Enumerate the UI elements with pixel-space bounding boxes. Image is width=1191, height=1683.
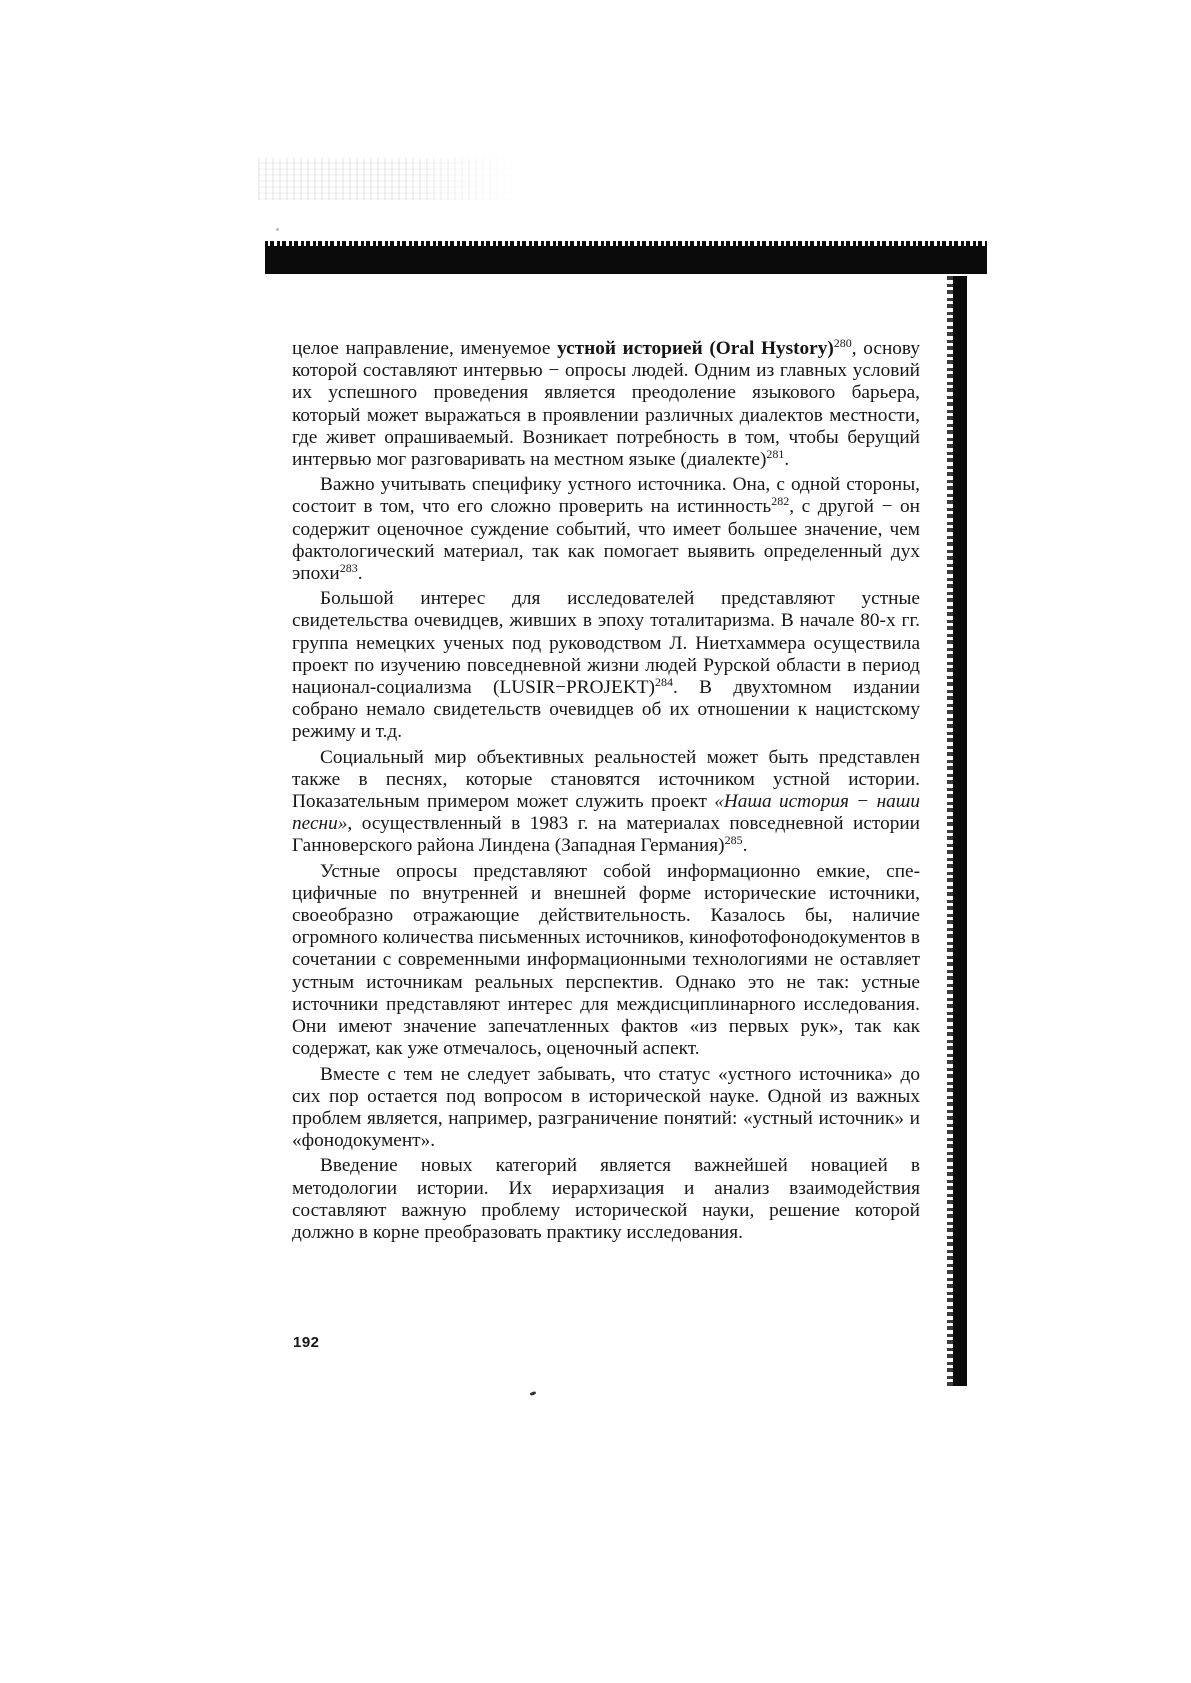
page-top-edge: [265, 246, 987, 274]
paragraph: [292, 861, 920, 1061]
paragraph: [292, 747, 920, 858]
footnote-reference: 282: [771, 494, 790, 509]
page-right-edge: [953, 276, 967, 1386]
paragraph: [292, 588, 920, 743]
footnote-reference: 281: [766, 447, 785, 462]
paragraph: [292, 474, 920, 585]
paragraph: [292, 1155, 920, 1244]
body-text: [292, 338, 920, 1247]
text-run: Социальный мир объективных реальностей может быть представлен также в песнях, которые становятся источником устной истории. Показательным примером может служить проект: [292, 746, 920, 813]
bold-term: устной историей (Oral Hystory): [557, 338, 834, 359]
text-run: .: [357, 563, 363, 585]
page-number: 192: [293, 1334, 320, 1351]
scan-speck: [276, 228, 279, 231]
text-run: целое направление, именуемое: [292, 338, 558, 359]
text-run: , с другой − он содержит оценочное суждение событий, что имеет большее значение, чем фактологический материал, так как помогает выявить определенный дух эпохи: [292, 496, 920, 585]
bleed-through-mark: [258, 158, 528, 200]
text-run: Вместе с тем не следует забывать, что статус «устного источника» до сих пор остается под вопросом в исторической науке. Одной из важных проблем является, например, разграничение понятий: «устный источник» и «фонодокумент».: [292, 1063, 920, 1152]
text-run: Важно учитывать специфику устного источника. Она, с одной стороны, состоит в том, что его сложно проверить на истинность: [292, 474, 920, 518]
italic-title: «Наша история − наши песни»: [292, 791, 920, 835]
footnote-reference: 284: [654, 675, 673, 690]
text-run: .: [742, 835, 748, 857]
text-run: , основу которой составляют интервью − опросы людей. Одним из главных условий их успешного проведения является преодоление языкового барьера, который может выражаться в проявлении различных диалектов местности, где живет опрашиваемый. Возникает потребность в том, чтобы берущий интервью мог разговаривать на местном языке (диалекте): [292, 338, 920, 471]
text-run: , осуществленный в 1983 г. на материалах повседневной истории Ганноверского района Линдена (Западная Германия): [292, 813, 920, 857]
text-run: Устные опросы представляют собой информационно емкие, специфичные по внутренней и внешней форме исторические источники, своеобразно отражающие действительность. Казалось бы, наличие огромного количества письменных источников, кинофотофонодокументов в сочетании с современными информационными технологиями не оставляет устным источникам реальных перспектив. Однако это не так: устные источники представляют интерес для междисциплинарного исследования. Они имеют значение запечатленных фактов «из первых рук», так как содержат, как уже отмечалось, оценочный аспект.: [292, 860, 920, 1060]
text-run: .: [784, 449, 790, 471]
footnote-reference: 285: [724, 833, 743, 848]
text-run: Большой интерес для исследователей представляют устные свидетельства очевидцев, живших в эпоху тоталитаризма. В начале 80-х гг. группа немецких ученых под руководством Л. Ниетхаммера осуществила проект по изучению повседневной жизни людей Рурской области в период национал-социализма (LUSIR−PROJEKT): [292, 588, 920, 699]
footnote-reference: 283: [339, 561, 358, 576]
footnote-reference: 280: [833, 336, 852, 350]
paragraph: [292, 338, 920, 471]
scan-speck: [530, 1391, 537, 1396]
text-run: Введение новых категорий является важнейшей новацией в методологии истории. Их иерархизация и анализ взаимодействия составляют важную проблему исторической науки, решение которой должно в корне преобразовать практику исследования.: [292, 1155, 920, 1243]
paragraph: [292, 1064, 920, 1153]
text-run: . В двухтомном издании собрано немало свидетельств очевидцев об их отношении к нацистскому режиму и т.д.: [292, 677, 920, 743]
